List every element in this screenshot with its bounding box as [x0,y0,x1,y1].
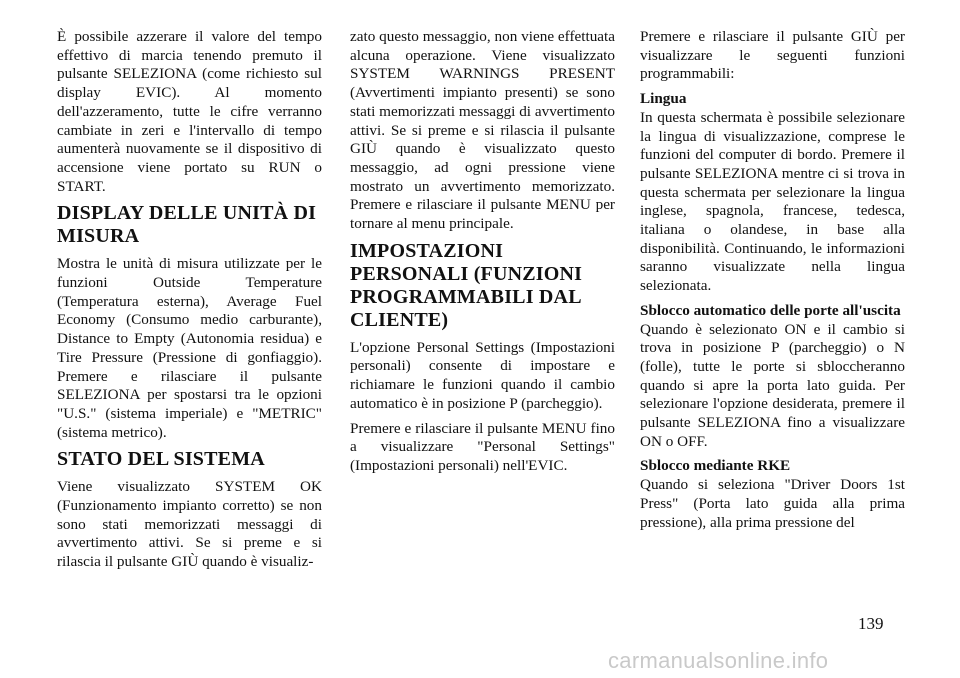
paragraph-auto-unlock: Quando è selezionato ON e il cambio si trova in posizione P (parcheggio) o N (folle), tutte le porte si sbloccheranno quando si apre la porta lato guida. Per selezionare l'opzione desiderata, premere il pulsante SELEZIONA fino a visualizzare ON o OFF. [640,320,905,450]
subheading-rke-unlock: Sblocco mediante RKE [640,457,791,475]
paragraph-menu-instructions: Premere e rilasciare il pulsante MENU fino a visualizzare "Personal Settings" (Impostazioni personali) nell'EVIC. [350,419,615,474]
right-column [640,28,905,538]
paragraph-language: In questa schermata è possibile selezionare la lingua di visualizzazione, comprese le funzioni del computer di bordo. Premere il pulsante SELEZIONA mentre ci si trova in questa schermata per selezionare la lingua inglese, spagnola, francese, tedesca, italiana o olandese, in base alla disponibilità. Continuando, le informazioni saranno visualizzate nella lingua selezionata. [640,108,905,295]
heading-system-status: STATO DEL SISTEMA [57,448,265,471]
subheading-language: Lingua [640,90,687,108]
watermark: carmanualsonline.info [608,648,829,673]
paragraph-reset-time: È possibile azzerare il valore del tempo effettivo di marcia tenendo premuto il pulsante SELEZIONA (come richiesto sul display EVIC). Al momento dell'azzeramento, tutte le cifre verranno cambiate in zeri e l'intervallo di tempo aumenterà nuovamente se il dispositivo di accensione viene portato su RUN o START. [57,28,322,195]
middle-column [350,28,615,482]
heading-units-display: DISPLAY DELLE UNITÀ DI MISURA [57,202,317,248]
paragraph-programmable-features: Premere e rilasciare il pulsante GIÙ per visualizzare le seguenti funzioni programmabili: [640,28,905,83]
paragraph-personal-settings: L'opzione Personal Settings (Impostazioni personali) consente di impostare e richiamare le funzioni quando il cambio automatico è in posizione P (parcheggio). [350,338,615,412]
paragraph-warnings: zato questo messaggio, non viene effettuata alcuna operazione. Viene visualizzato SYSTEM WARNINGS PRESENT (Avvertimenti impianto presenti) se sono stati memorizzati messaggi di avvertimento attivi. Se si preme e si rilascia il pulsante GIÙ quando è visualizzato questo messaggio, ad ogni pressione viene mostrato un avvertimento memorizzato. Premere e rilasciare il pulsante MENU per tornare al menu principale. [350,28,615,233]
paragraph-rke-unlock: Quando si seleziona "Driver Doors 1st Press" (Porta lato guida alla prima pressione), alla prima pressione del [640,476,905,531]
left-column [57,28,322,578]
subheading-auto-unlock: Sblocco automatico delle porte all'uscita [640,301,901,319]
page-number: 139 [858,614,884,633]
paragraph-units-display: Mostra le unità di misura utilizzate per le funzioni Outside Temperature (Temperatura esterna), Average Fuel Economy (Consumo medio carburante), Distance to Empty (Autonomia residua) e Tire Pressure (Pressione di gonfiaggio). Premere e rilasciare il pulsante SELEZIONA per spostarsi tra le opzioni "U.S." (sistema imperiale) e "METRIC" (sistema metrico). [57,255,322,441]
heading-personal-settings: IMPOSTAZIONI PERSONALI (FUNZIONI PROGRAMMABILI DAL CLIENTE) [350,239,583,331]
paragraph-system-status: Viene visualizzato SYSTEM OK (Funzionamento impianto corretto) se non sono stati memorizzati messaggi di avvertimento attivi. Se si preme e si rilascia il pulsante GIÙ quando è visualiz- [57,478,322,571]
